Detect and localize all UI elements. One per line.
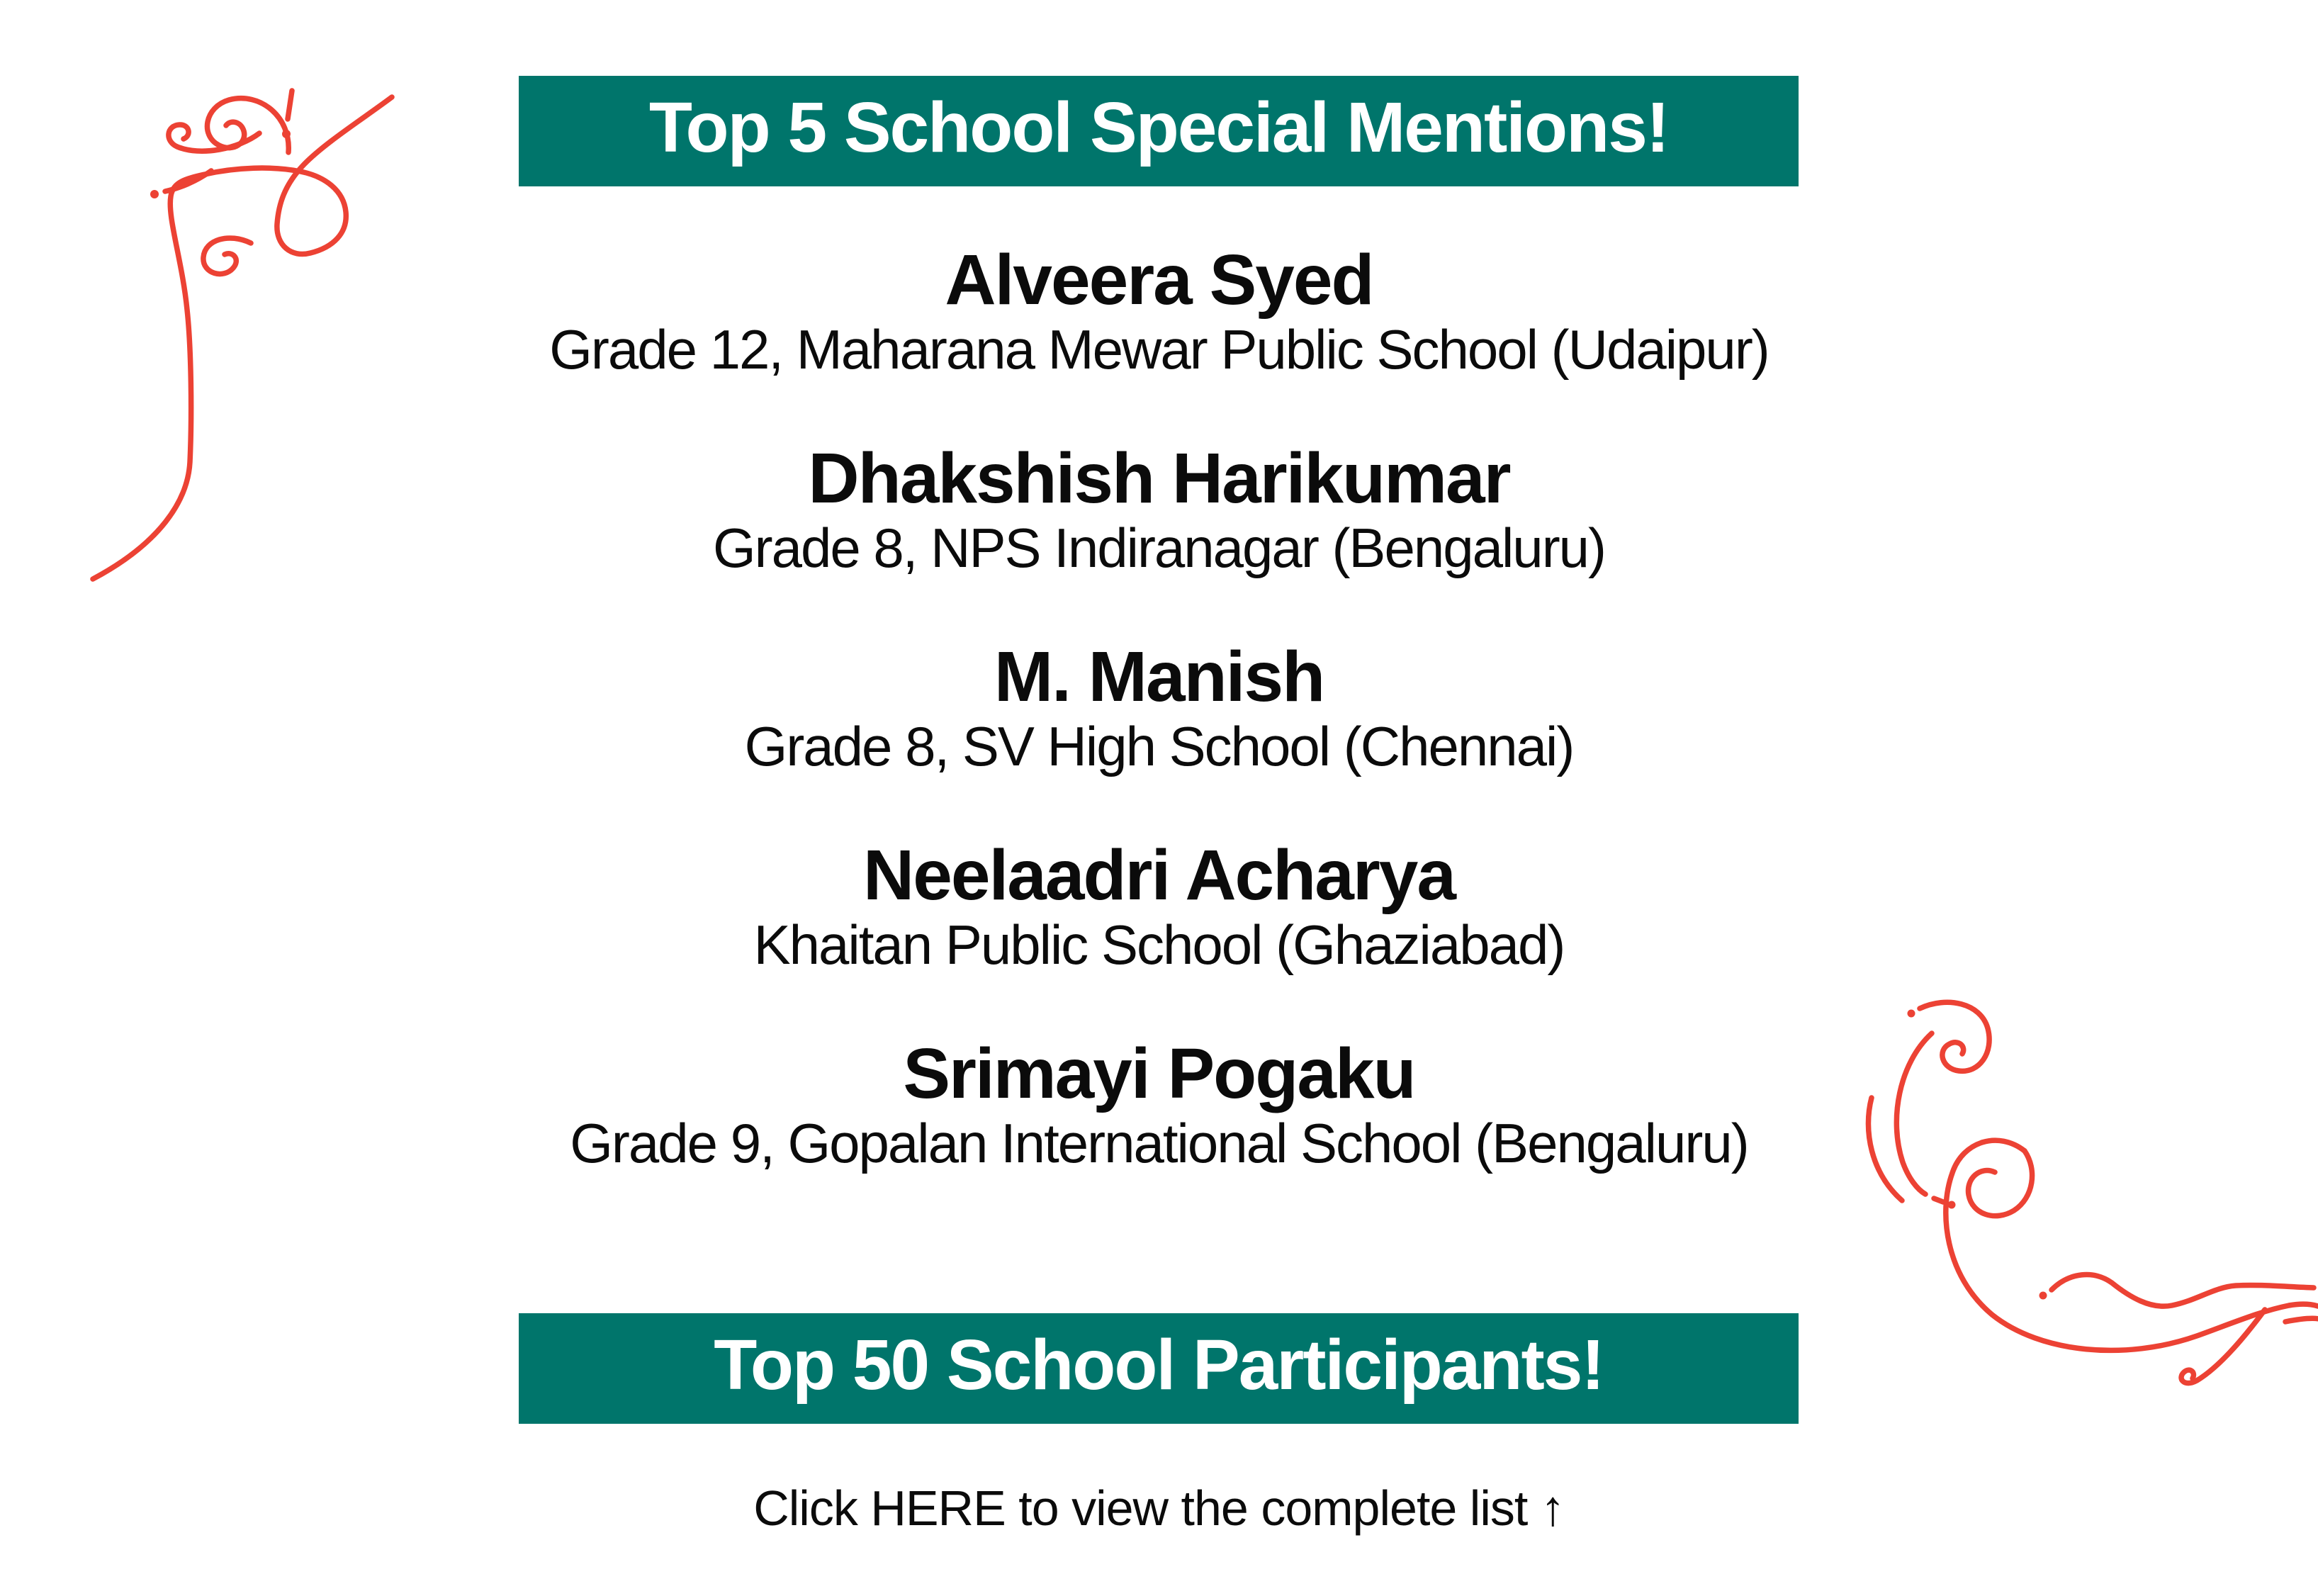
mention-name: M. Manish	[994, 637, 1324, 716]
banner-top5-special-mentions	[519, 76, 1799, 186]
mention-entry	[0, 241, 2318, 380]
mention-detail: Grade 12, Maharana Mewar Public School (Udaipur)	[549, 318, 1769, 381]
banner-top50-participants	[519, 1313, 1799, 1424]
footer-cta-prefix: Click	[753, 1480, 871, 1536]
mention-name: Dhakshish Harikumar	[808, 439, 1510, 518]
mention-entry	[0, 836, 2318, 975]
mention-detail: Grade 8, NPS Indiranagar (Bengaluru)	[712, 517, 1606, 579]
up-arrow-icon: ↑	[1540, 1480, 1565, 1536]
swirl-right-tick	[2285, 1318, 2318, 1322]
mention-entry	[0, 439, 2318, 578]
mention-entry	[0, 638, 2318, 777]
mention-entry	[0, 1035, 2318, 1174]
mention-detail: Grade 8, SV High School (Chennai)	[744, 715, 1574, 777]
banner-top50-text: Top 50 School Participants!	[714, 1325, 1604, 1405]
mention-name: Neelaadri Acharya	[863, 836, 1455, 915]
swirl-top-spiral	[207, 99, 288, 152]
footer-cta	[0, 1480, 2318, 1536]
mention-name: Srimayi Pogaku	[903, 1034, 1415, 1113]
swirl-wave-line	[2052, 1275, 2314, 1307]
swirl-arc-dot	[150, 190, 159, 198]
mention-detail: Khaitan Public School (Ghaziabad)	[753, 914, 1565, 976]
footer-cta-suffix: to view the complete list	[1005, 1480, 1541, 1536]
swirl-exclamation-stroke	[288, 91, 292, 119]
here-link[interactable]: HERE	[870, 1480, 1006, 1536]
mentions-list	[0, 241, 2318, 1233]
mention-detail: Grade 9, Gopalan International School (Bengaluru)	[570, 1112, 1748, 1174]
banner-top5-text: Top 5 School Special Mentions!	[648, 88, 1669, 167]
mention-name: Alveera Syed	[945, 240, 1373, 320]
swirl-wave-dot	[2039, 1292, 2047, 1300]
swirl-bottom-hook	[2181, 1310, 2265, 1383]
